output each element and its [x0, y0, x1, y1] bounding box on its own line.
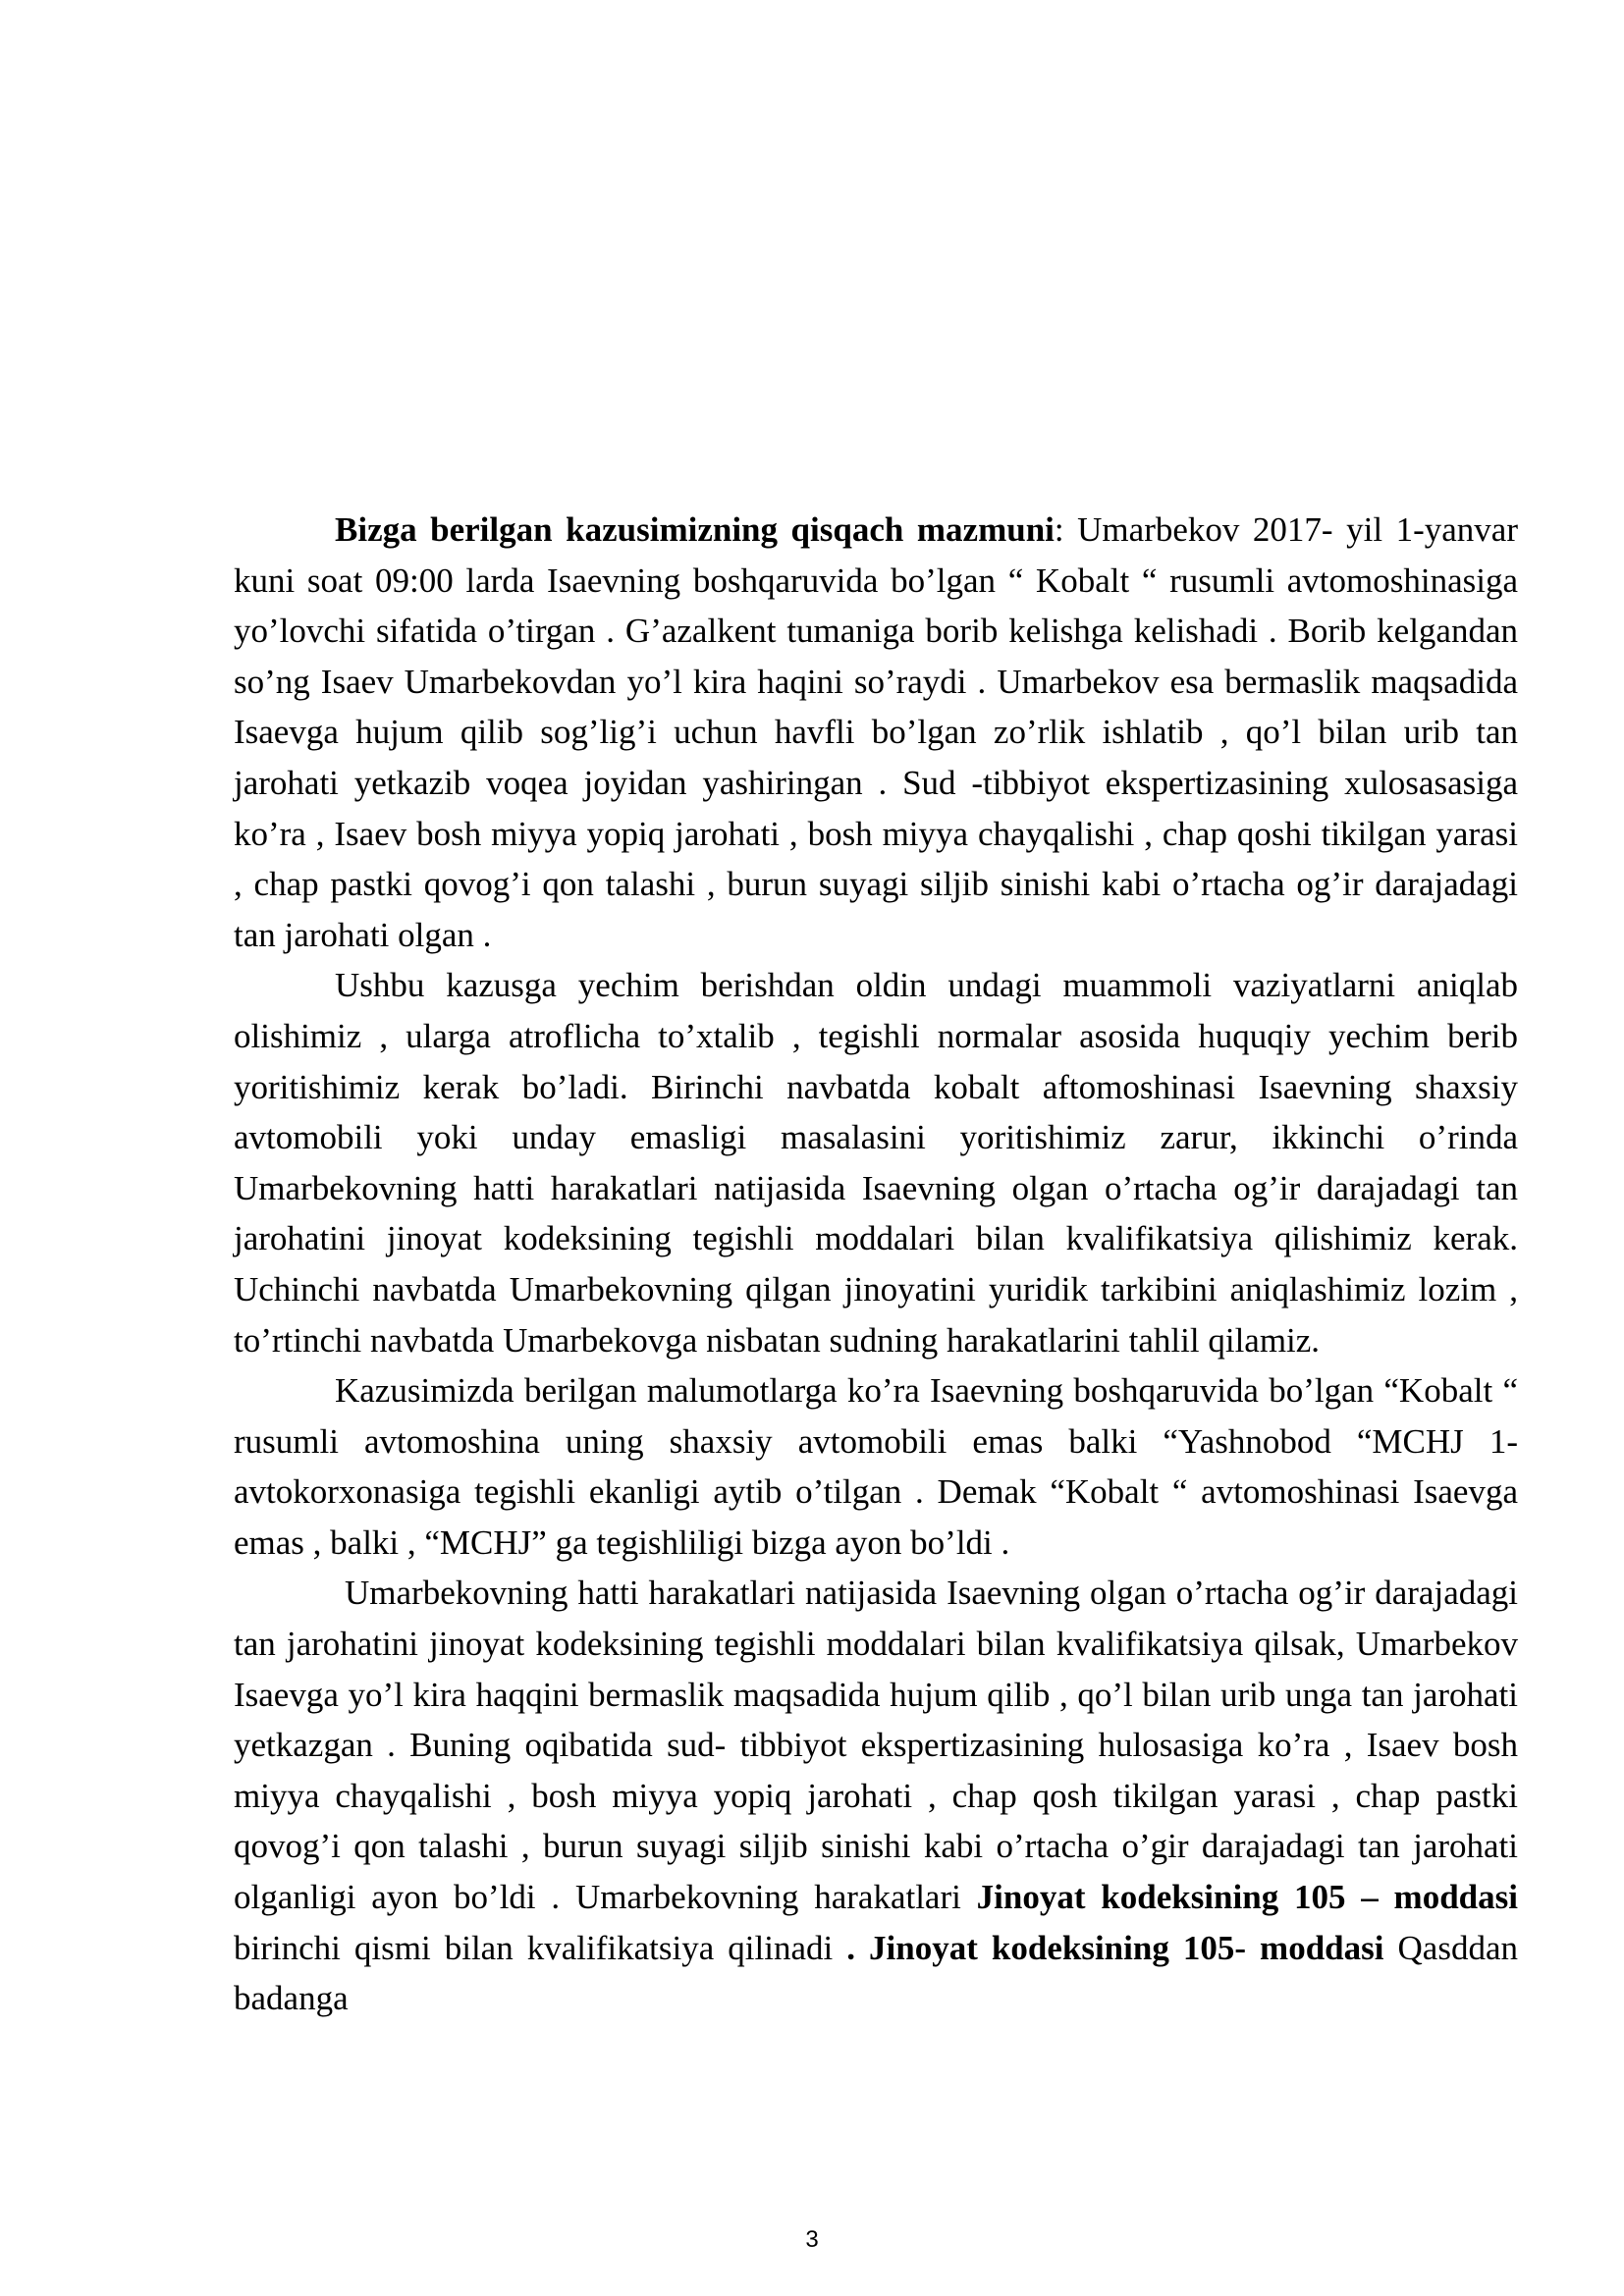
qualification-text-2: birinchi qismi bilan kvalifikatsiya qilinadi — [234, 1928, 847, 1967]
qualification-text-1: Umarbekovning hatti harakatlari natijasida Isaevning olgan o’rtacha og’ir darajadagi tan jarohatini jinoyat kodeksining tegishli moddalari bilan kvalifikatsiya qilsak, Umarbekov Isaevga yo’l kira haqqini bermaslik maqsadida hujum qilib , qo’l bilan urib unga tan jarohati yetkazgan . Buning oqibatida sud- tibbiyot ekspertizasining hulosasiga ko’ra , Isaev bosh miyya chayqalishi , bosh miyya yopiq jarohati , chap qosh tikilgan yarasi , chap pastki qovog’i qon talashi , burun suyagi siljib sinishi kabi o’rtacha o’gir darajadagi tan jarohati olganligi ayon bo’ldi . Umarbekovning harakatlari — [234, 1574, 1518, 1917]
paragraph-vehicle-ownership: Kazusimizda berilgan malumotlarga ko’ra Isaevning boshqaruvida bo’lgan “Kobalt “ rusumli avtomoshina uning shaxsiy avtomobili emas balki “Yashnobod “MCHJ 1-avtokorxonasiga tegishli ekanligi aytib o’tilgan . Demak “Kobalt “ avtomoshinasi Isaevga emas , balki , “MCHJ” ga tegishliligi bizga ayon bo’ldi . — [234, 1371, 1518, 1562]
page-number: 3 — [805, 2226, 819, 2253]
qualification-text-3: Qasddan badanga — [234, 1928, 1518, 2018]
paragraph-problem-statement: Ushbu kazusga yechim berishdan oldin undagi muammoli vaziyatlarni aniqlab olishimiz , ularga atroflicha to’xtalib , tegishli normalar asosida huquqiy yechim berib yoritishimiz kerak bo’ladi. Birinchi navbatda kobalt aftomoshinasi Isaevning shaxsiy avtomobili yoki unday emasligi masalasini yoritishimiz zarur, ikkinchi o’rinda Umarbekovning hatti harakatlari natijasida Isaevning olgan o’rtacha og’ir darajadagi tan jarohatini jinoyat kodeksining tegishli moddalari bilan kvalifikatsiya qilishimiz kerak. Uchinchi navbatda Umarbekovning qilgan jinoyatini yuridik tarkibini aniqlashimiz lozim , to’rtinchi navbatda Umarbekovga nisbatan sudning harakatlarini tahlil qilamiz. — [234, 966, 1518, 1360]
article-reference-2: . Jinoyat kodeksining 105- moddasi — [846, 1928, 1384, 1967]
paragraph-qualification — [234, 1568, 1518, 2023]
summary-heading: Bizga berilgan kazusimizning qisqach mazmuni — [335, 510, 1055, 549]
article-reference-1: Jinoyat kodeksining 105 – moddasi — [976, 1878, 1518, 1917]
paragraph-summary — [234, 505, 1518, 960]
summary-text: : Umarbekov 2017- yil 1-yanvar kuni soat 09:00 larda Isaevning boshqaruvida bo’lgan “ Kobalt “ rusumli avtomoshinasiga yo’lovchi sifatida o’tirgan . G’azalkent tumaniga borib kelishga kelishadi . Borib kelgandan so’ng Isaev Umarbekovdan yo’l kira haqini so’raydi . Umarbekov esa bermaslik maqsadida Isaevga hujum qilib sog’lig’i uchun havfli bo’lgan zo’rlik ishlatib , qo’l bilan urib tan jarohati yetkazib voqea joyidan yashiringan . Sud -tibbiyot ekspertizasining xulosasasiga ko’ra , Isaev bosh miyya yopiq jarohati , bosh miyya chayqalishi , chap qoshi tikilgan yarasi , chap pastki qovog’i qon talashi , burun suyagi siljib sinishi kabi o’rtacha og’ir darajadagi tan jarohati olgan . — [234, 510, 1518, 954]
document-body — [234, 505, 1518, 2024]
